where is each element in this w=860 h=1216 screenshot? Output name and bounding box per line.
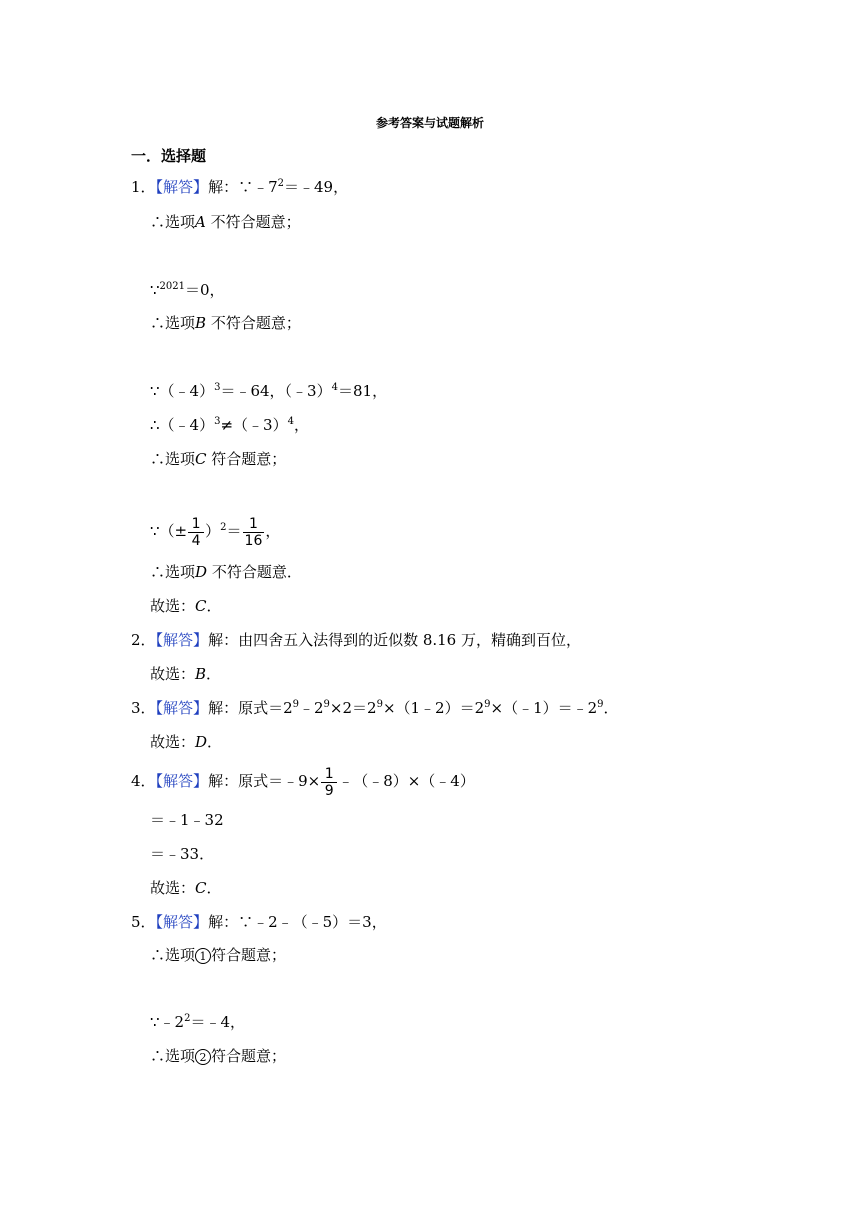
fraction-one-sixteenth: $\frac{1}{16}$ xyxy=(244,515,263,549)
q4-answer: 故选：C． xyxy=(150,879,222,897)
q1-line-9: ∴选项D 不符合题意． xyxy=(150,563,302,581)
page-title: 参考答案与试题解析 xyxy=(375,116,484,130)
q5-line-4: ∴选项 2 符合题意； xyxy=(150,1047,287,1065)
answer-tag: 【解答】 xyxy=(155,699,209,717)
q1-answer: 故选：C． xyxy=(150,597,222,615)
q3-answer: 故选：D． xyxy=(150,733,223,751)
q1-line-1: 1．【解答】解：$\because﹣7^2=﹣49$， xyxy=(131,178,349,196)
q1-line-5: ∵（﹣4）$^3$＝﹣64，（﹣3）$^4$＝81， xyxy=(150,382,388,400)
q4-line-1: 4．【解答】解：原式＝﹣9× $\frac{1}{9}$ ﹣（﹣8）×（﹣4） xyxy=(131,765,475,799)
q4-number: 4． xyxy=(131,772,156,790)
q2-line-1: 2．【解答】解：由四舍五入法得到的近似数 8.16 万，精确到百位， xyxy=(131,631,581,649)
q1-line-7: ∴选项C 符合题意； xyxy=(150,450,287,468)
circled-number-1: 1 xyxy=(195,948,211,964)
q4-line-3: ＝﹣33． xyxy=(150,845,215,863)
q1-line-3: ∵$^{2021}$＝0， xyxy=(150,281,225,299)
q5-line-2: ∴选项 1 符合题意； xyxy=(150,946,287,964)
answer-tag: 【解答】 xyxy=(155,772,209,790)
q5-line-3: $\because﹣2^2=﹣4$， xyxy=(150,1013,246,1031)
q1-line-4: ∴选项B 不符合题意； xyxy=(150,314,301,332)
answer-tag: 【解答】 xyxy=(155,178,209,196)
answer-tag: 【解答】 xyxy=(155,631,209,649)
section-heading: 一．选择题 xyxy=(131,147,207,165)
q1-line-2: ∴选项A 不符合题意； xyxy=(150,213,301,231)
fraction-one-quarter: $\frac{1}{4}$ xyxy=(189,516,203,549)
q2-number: 2． xyxy=(131,631,156,649)
fraction-one-ninth: $\frac{1}{9}$ xyxy=(322,766,336,799)
q5-number: 5． xyxy=(131,913,156,931)
q1-line-6: ∴（﹣4）$^3$≠（﹣3）$^4$， xyxy=(150,416,309,434)
q1-line-8: ∵（± $\frac{1}{4}$ ）$^2$＝ $\frac{1}{16}$ ， xyxy=(150,515,281,549)
q1-number: 1． xyxy=(131,178,156,196)
circled-number-2: 2 xyxy=(195,1049,211,1065)
q2-answer: 故选：B． xyxy=(150,665,222,683)
answer-tag: 【解答】 xyxy=(155,913,209,931)
q3-number: 3． xyxy=(131,699,156,717)
q3-line-1: 3．【解答】解：原式$=2^9﹣2^9\times 2=2^9\times(1﹣2)=2^9\times(﹣1)=﹣2^9$． xyxy=(131,699,619,717)
q4-line-2: ＝﹣1﹣32 xyxy=(150,811,224,829)
q5-line-1: 5．【解答】解：∵﹣2﹣（﹣5）＝3， xyxy=(131,913,387,931)
